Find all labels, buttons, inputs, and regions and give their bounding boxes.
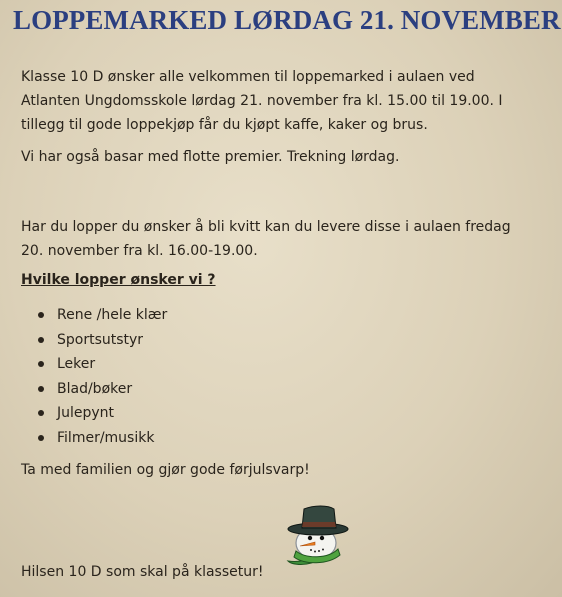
wanted-items-list [38, 303, 167, 450]
list-item [38, 401, 167, 426]
list-item [38, 328, 167, 353]
delivery-paragraph: Har du lopper du ønsker å bli kvitt kan du levere disse i aulaen fredag 20. november fra kl. 16.00-19.00. [21, 219, 511, 259]
list-item-label: Sportsutstyr [57, 331, 144, 348]
closing-line: Ta med familien og gjør gode førjulsvarp! [21, 462, 310, 478]
bullet-icon [38, 312, 44, 318]
list-item [38, 352, 167, 377]
list-item-label: Julepynt [57, 405, 115, 421]
list-item [38, 377, 167, 402]
snowman-icon [278, 503, 354, 569]
notice-title: LOPPEMARKED LØRDAG 21. NOVEMBER [13, 5, 561, 35]
list-item-label: Blad/bøker [57, 380, 133, 397]
list-heading: Hvilke lopper ønsker vi ? [21, 272, 216, 288]
signature-line: Hilsen 10 D som skal på klassetur! [21, 564, 264, 580]
list-item [38, 426, 167, 451]
bullet-icon [38, 337, 44, 343]
bullet-icon [38, 435, 44, 441]
list-item-label: Filmer/musikk [57, 429, 155, 446]
bullet-icon [38, 361, 44, 367]
bazaar-paragraph: Vi har også basar med flotte premier. Trekning lørdag. [21, 149, 400, 165]
list-item [38, 303, 167, 328]
bullet-icon [38, 410, 44, 416]
intro-paragraph: Klasse 10 D ønsker alle velkommen til loppemarked i aulaen ved Atlanten Ungdomsskole lørdag 21. november fra kl. 15.00 til 19.00. I tillegg til gode loppekjøp får du kjøpt kaffe, kaker og brus. [21, 69, 503, 133]
list-item-label: Rene /hele klær [57, 307, 168, 323]
list-item-label: Leker [57, 356, 96, 372]
bullet-icon [38, 386, 44, 392]
